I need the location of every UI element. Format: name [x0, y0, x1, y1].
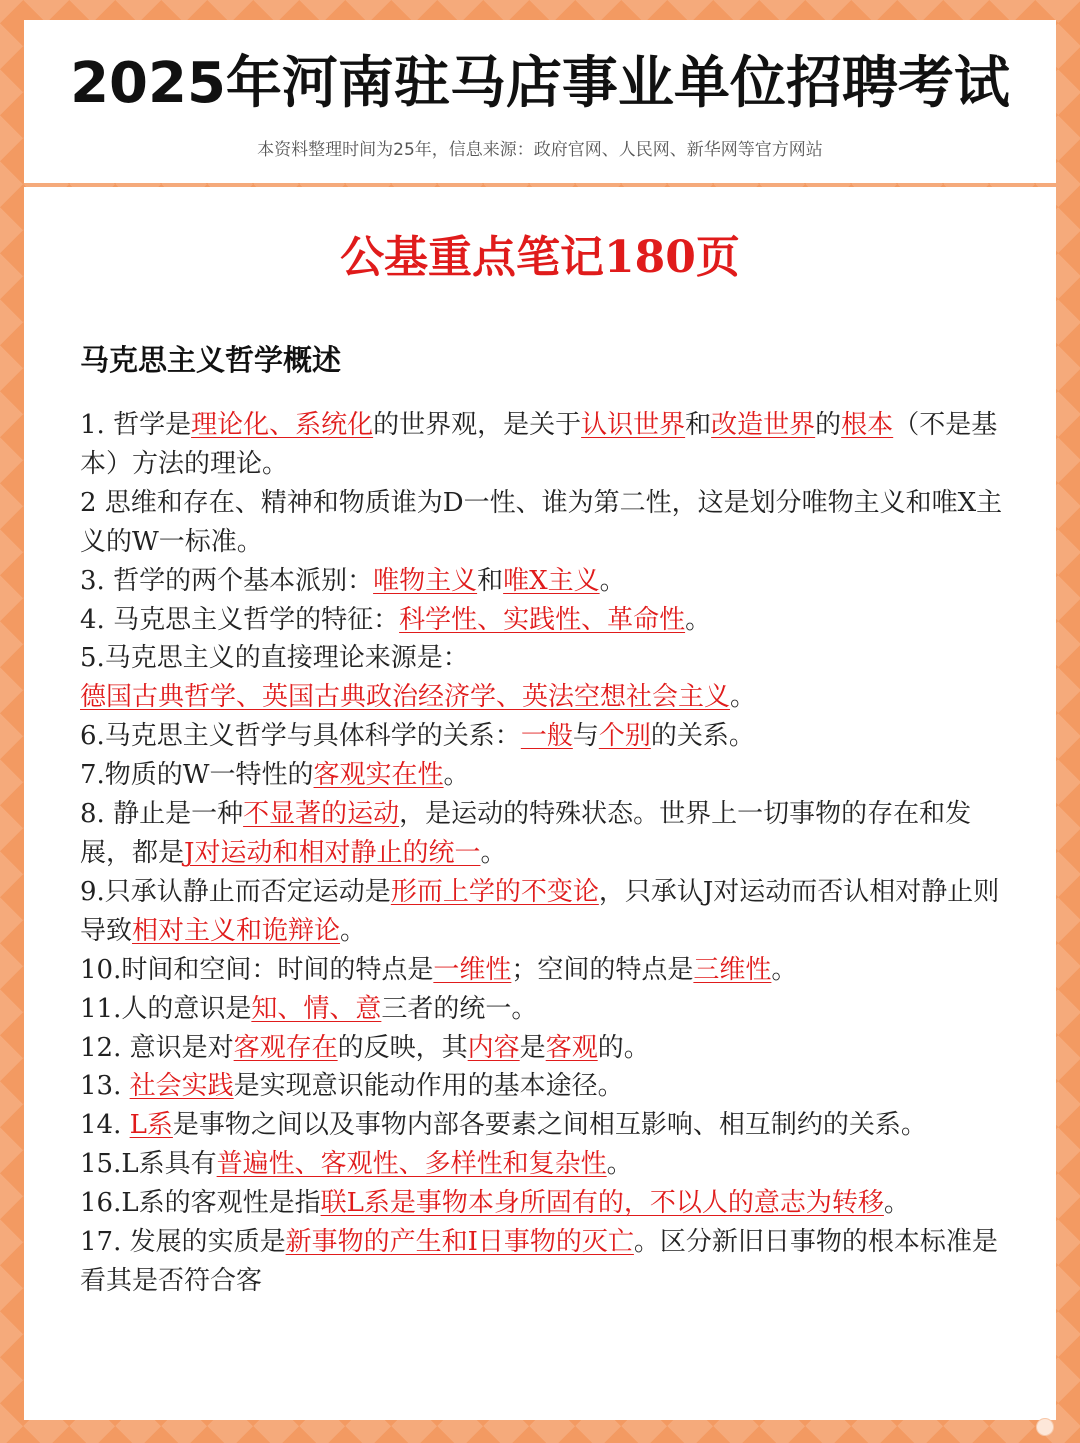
- note-text: 15.L系具有: [80, 1149, 217, 1180]
- highlighted-keyword: 认识世界: [581, 410, 686, 440]
- highlighted-keyword: 三维性: [693, 954, 772, 985]
- note-text: 。: [606, 1149, 633, 1180]
- note-text: 。: [730, 682, 757, 713]
- note-item: [80, 795, 1010, 873]
- note-item: [80, 1029, 1010, 1068]
- note-text: 13.: [80, 1071, 130, 1102]
- note-text: 6.马克思主义哲学与具体科学的关系：: [80, 721, 521, 752]
- note-item: [80, 1106, 1010, 1145]
- highlighted-keyword: 根本: [841, 410, 894, 440]
- note-text: 和: [477, 565, 504, 596]
- source-note: 本资料整理时间为25年，信息来源：政府官网、人民网、新华网等官方网站: [257, 140, 823, 160]
- note-text: 10.时间和空间：时间的特点是: [80, 954, 434, 985]
- note-item: [80, 717, 1010, 756]
- highlighted-keyword: J对运动和相对静止的统一: [184, 837, 481, 868]
- note-item: [80, 639, 1010, 678]
- highlighted-keyword: 唯物主义: [373, 565, 478, 596]
- note-item: [80, 756, 1010, 795]
- note-text: ，是运动的特殊状态。世界上一切事物的存在和发展，都是: [80, 799, 972, 868]
- highlighted-keyword: 客观存在: [233, 1032, 338, 1063]
- note-text: 17. 发展的实质是: [80, 1227, 286, 1258]
- note-item: [80, 1145, 1010, 1184]
- note-text: 12. 意识是对: [80, 1032, 234, 1063]
- highlighted-keyword: 不显著的运动: [243, 799, 400, 830]
- highlighted-keyword: 一般: [520, 721, 573, 752]
- note-text: 7.物质的W一特性的: [80, 760, 314, 791]
- highlighted-keyword: 德国古典哲学、英国古典政治经济学、英法空想社会主义: [80, 682, 731, 713]
- note-text: 16.L系的客观性是指: [80, 1188, 321, 1219]
- note-text: 的反映，其: [337, 1032, 468, 1063]
- note-text: 2 思维和存在、精神和物质谁为D一性、谁为第二性，这是划分唯物主义和唯X主义的W一标准。: [80, 487, 1003, 557]
- note-text: 。区分新旧日事物的根本标准是看其是否符合客: [80, 1227, 998, 1296]
- note-text: 是事物之间以及事物内部各要素之间相互影响、相互制约的关系。: [172, 1110, 927, 1141]
- note-text: 是: [519, 1032, 546, 1063]
- note-text: 。: [340, 915, 367, 946]
- highlighted-keyword: 客观实在性: [313, 760, 444, 791]
- note-item: [80, 873, 1010, 951]
- note-text: 5.马克思主义的直接理论来源是：: [80, 643, 469, 674]
- highlighted-keyword: 科学性、实践性、革命性: [399, 604, 686, 635]
- note-text: 的: [815, 410, 842, 440]
- note-item: [80, 601, 1010, 640]
- highlighted-keyword: 联L系是事物本身所固有的，不以人的意志为转移: [320, 1188, 884, 1219]
- highlighted-keyword: 唯X主义: [503, 565, 600, 596]
- note-text: 。: [883, 1188, 910, 1219]
- note-text: 9.只承认静止而否定运动是: [80, 876, 391, 907]
- highlighted-keyword: 知、情、意: [251, 993, 382, 1024]
- section-heading: 马克思主义哲学概述: [80, 343, 342, 377]
- note-text: 和: [685, 410, 712, 440]
- note-text: 。: [685, 604, 712, 635]
- highlighted-keyword: 内容: [467, 1032, 520, 1063]
- document-title: 公基重点笔记180页: [340, 232, 740, 283]
- note-text: 11.人的意识是: [80, 993, 252, 1024]
- note-text: 的世界观，是关于: [373, 410, 582, 440]
- note-text: 与: [572, 721, 599, 752]
- highlighted-keyword: 客观: [545, 1032, 598, 1063]
- highlighted-keyword: 理论化、系统化: [191, 410, 374, 440]
- note-text: 是实现意识能动作用的基本途径。: [233, 1071, 624, 1102]
- note-item: [80, 406, 1010, 484]
- watermark-icon: [1036, 1418, 1054, 1436]
- note-item: [80, 1067, 1010, 1106]
- note-text: 。: [443, 760, 470, 791]
- note-text: （不是基本）方法的理论。: [80, 410, 998, 479]
- highlighted-keyword: 一维性: [433, 954, 512, 985]
- highlighted-keyword: 普遍性、客观性、多样性和复杂性: [216, 1149, 607, 1180]
- note-item: [80, 1184, 1010, 1223]
- notes-list: [80, 406, 1010, 1301]
- highlighted-keyword: 相对主义和诡辩论: [132, 915, 341, 946]
- note-text: 。: [771, 954, 798, 985]
- highlighted-keyword: 形而上学的不变论: [390, 876, 599, 907]
- note-item: [80, 562, 1010, 601]
- note-text: 4. 马克思主义哲学的特征：: [80, 604, 400, 635]
- note-item: [80, 678, 1010, 717]
- highlighted-keyword: L系: [129, 1110, 173, 1141]
- note-text: 3. 哲学的两个基本派别：: [80, 565, 374, 596]
- note-item: [80, 990, 1010, 1029]
- note-text: 8. 静止是一种: [80, 799, 244, 830]
- note-text: 的。: [597, 1032, 650, 1063]
- note-text: 。: [480, 837, 507, 868]
- note-text: 的关系。: [650, 721, 755, 752]
- note-text: 1. 哲学是: [80, 410, 192, 440]
- page-title: 2025年河南驻马店事业单位招聘考试: [70, 51, 1010, 116]
- note-text: 14.: [80, 1110, 130, 1141]
- note-text: 三者的统一。: [381, 993, 538, 1024]
- note-item: [80, 484, 1010, 562]
- highlighted-keyword: 新事物的产生和I日事物的灭亡: [285, 1227, 634, 1258]
- highlighted-keyword: 社会实践: [129, 1071, 234, 1102]
- note-item: [80, 951, 1010, 990]
- note-item: [80, 1223, 1010, 1301]
- note-text: ；空间的特点是: [511, 954, 694, 985]
- highlighted-keyword: 个别: [598, 721, 651, 752]
- note-text: 。: [599, 565, 626, 596]
- note-text: ，只承认J对运动而否认相对静止则导致: [80, 876, 1000, 946]
- highlighted-keyword: 改造世界: [711, 410, 816, 440]
